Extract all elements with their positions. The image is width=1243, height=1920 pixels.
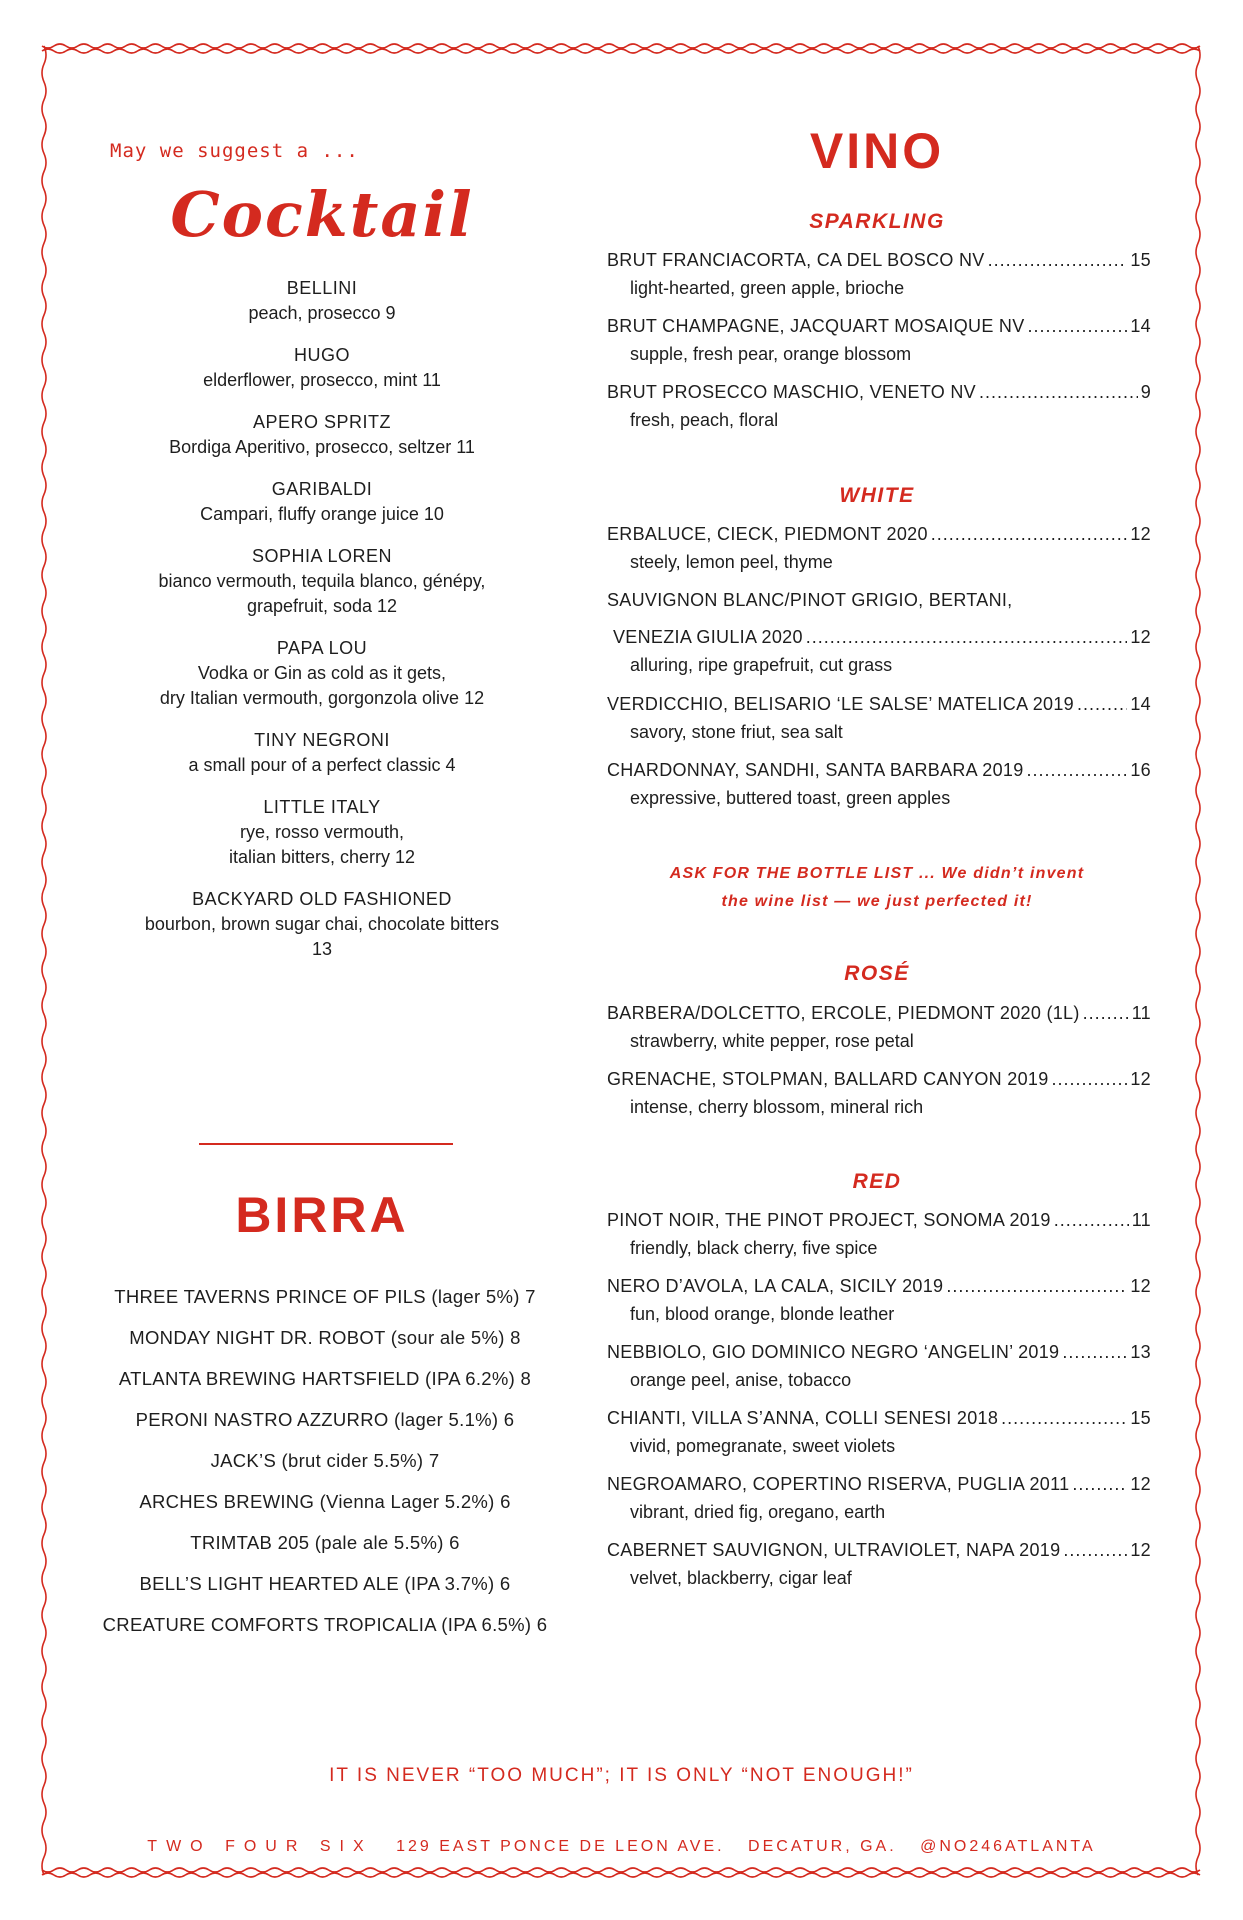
cocktail-title: Cocktail — [170, 178, 474, 251]
cocktail-desc: rye, rosso vermouth, — [239, 822, 405, 842]
cocktail-desc: Bordiga Aperitivo, prosecco, seltzer 11 — [169, 437, 475, 457]
wine-item — [607, 1208, 1151, 1261]
wine-name: BARBERA/DOLCETTO, ERCOLE, PIEDMONT 2020 (1L) — [607, 1003, 1080, 1023]
list-item: PERONI NASTRO AZZURRO (lager 5.1%) 6 — [135, 1409, 515, 1430]
wine-item — [607, 692, 1151, 745]
cocktail-desc: italian bitters, cherry 12 — [228, 847, 416, 867]
list-item — [96, 410, 548, 460]
cocktail-name: BACKYARD OLD FASHIONED — [192, 889, 452, 909]
wine-desc: vivid, pomegranate, sweet violets — [630, 1436, 896, 1456]
bottle-list-note-line1: ASK FOR THE BOTTLE LIST ... We didn’t invent — [669, 865, 1085, 882]
wine-item — [607, 1067, 1151, 1120]
wine-name: VERDICCHIO, BELISARIO ‘LE SALSE’ MATELICA 2019 — [607, 694, 1074, 714]
wine-name: NEGROAMARO, COPERTINO RISERVA, PUGLIA 2011 — [607, 1474, 1070, 1494]
cocktail-desc: 13 — [311, 939, 333, 959]
wine-name: BRUT FRANCIACORTA, CA DEL BOSCO NV — [607, 250, 985, 270]
list-item — [96, 728, 548, 778]
wine-item — [607, 758, 1151, 811]
wine-desc: alluring, ripe grapefruit, cut grass — [630, 655, 893, 675]
cocktail-intro: May we suggest a ... — [110, 140, 359, 162]
wine-item — [607, 314, 1151, 367]
wine-name: VENEZIA GIULIA 2020 — [613, 627, 803, 647]
list-item: ATLANTA BREWING HARTSFIELD (IPA 6.2%) 8 — [118, 1368, 532, 1389]
footer-address: 129 EAST PONCE DE LEON AVE. — [396, 1838, 725, 1855]
list-item — [96, 544, 548, 619]
wine-name: ERBALUCE, CIECK, PIEDMONT 2020 — [607, 524, 928, 544]
cocktail-name: BELLINI — [286, 278, 358, 298]
wine-item — [607, 248, 1151, 301]
wine-price: 15 — [1130, 1408, 1151, 1428]
cocktail-desc: bourbon, brown sugar chai, chocolate bitters — [144, 914, 500, 934]
wine-desc: savory, stone friut, sea salt — [630, 722, 843, 742]
footer-handle: @NO246ATLANTA — [920, 1838, 1096, 1855]
wine-name: CABERNET SAUVIGNON, ULTRAVIOLET, NAPA 2019 — [607, 1540, 1061, 1560]
list-item — [96, 636, 548, 711]
section-divider — [199, 1143, 453, 1145]
list-item: THREE TAVERNS PRINCE OF PILS (lager 5%) 7 — [114, 1286, 536, 1307]
cocktail-name: GARIBALDI — [271, 479, 373, 499]
cocktail-desc: Vodka or Gin as cold as it gets, — [197, 663, 447, 683]
cocktail-desc: a small pour of a perfect classic 4 — [188, 755, 456, 775]
cocktail-name: HUGO — [294, 345, 350, 365]
cocktail-desc: peach, prosecco 9 — [248, 303, 396, 323]
wine-price: 12 — [1130, 1540, 1151, 1560]
list-item: CREATURE COMFORTS TROPICALIA (IPA 6.5%) 6 — [102, 1614, 548, 1635]
wine-desc: fresh, peach, floral — [630, 410, 779, 430]
wine-desc: fun, blood orange, blonde leather — [630, 1304, 895, 1324]
footer-brand: TWO FOUR SIX — [147, 1838, 373, 1855]
wine-desc: orange peel, anise, tobacco — [630, 1370, 852, 1390]
cocktail-desc: grapefruit, soda 12 — [246, 596, 398, 616]
wine-desc: friendly, black cherry, five spice — [630, 1238, 878, 1258]
wine-name: GRENACHE, STOLPMAN, BALLARD CANYON 2019 — [607, 1069, 1049, 1089]
cocktail-desc: Campari, fluffy orange juice 10 — [200, 504, 444, 524]
footer-city: DECATUR, GA. — [748, 1838, 897, 1855]
wine-price: 12 — [1130, 524, 1151, 544]
cocktail-name: TINY NEGRONI — [254, 730, 390, 750]
wine-price: 16 — [1130, 760, 1151, 780]
list-item: JACK’S (brut cider 5.5%) 7 — [210, 1450, 440, 1471]
wine-name: PINOT NOIR, THE PINOT PROJECT, SONOMA 2019 — [607, 1210, 1051, 1230]
wine-item — [607, 522, 1151, 575]
footer — [0, 1838, 1243, 1856]
wine-price: 15 — [1130, 250, 1151, 270]
wine-desc: vibrant, dried fig, oregano, earth — [630, 1502, 886, 1522]
wine-price: 14 — [1130, 694, 1151, 714]
list-item: BELL’S LIGHT HEARTED ALE (IPA 3.7%) 6 — [139, 1573, 511, 1594]
wine-price: 12 — [1130, 1276, 1151, 1296]
bottle-list-note — [602, 860, 1152, 916]
menu-quote: IT IS NEVER “TOO MUCH”; IT IS ONLY “NOT ENOUGH!” — [329, 1765, 914, 1786]
cocktail-name: PAPA LOU — [276, 638, 368, 658]
wine-price: 11 — [1131, 1210, 1151, 1230]
cocktail-desc: dry Italian vermouth, gorgonzola olive 12 — [159, 688, 485, 708]
list-item: ARCHES BREWING (Vienna Lager 5.2%) 6 — [139, 1491, 511, 1512]
list-item: MONDAY NIGHT DR. ROBOT (sour ale 5%) 8 — [129, 1327, 521, 1348]
list-item — [96, 795, 548, 870]
wine-price: 13 — [1130, 1342, 1151, 1362]
wine-name: CHARDONNAY, SANDHI, SANTA BARBARA 2019 — [607, 760, 1024, 780]
wine-name: NEBBIOLO, GIO DOMINICO NEGRO ‘ANGELIN’ 2019 — [607, 1342, 1060, 1362]
birra-title: BIRRA — [235, 1187, 409, 1243]
section-heading-sparkling: SPARKLING — [809, 210, 945, 233]
wine-item — [607, 588, 1151, 678]
cocktail-name: SOPHIA LOREN — [251, 546, 393, 566]
wine-item — [607, 1538, 1151, 1591]
cocktail-name: LITTLE ITALY — [263, 797, 381, 817]
wine-item — [607, 1472, 1151, 1525]
cocktail-list — [96, 276, 548, 979]
wine-name: BRUT PROSECCO MASCHIO, VENETO NV — [607, 382, 976, 402]
section-heading-white: WHITE — [839, 484, 915, 507]
list-item — [96, 276, 548, 326]
wine-desc: steely, lemon peel, thyme — [630, 552, 833, 572]
list-item — [96, 477, 548, 527]
wine-item — [607, 1406, 1151, 1459]
wine-price: 12 — [1130, 627, 1151, 647]
wine-name: NERO D’AVOLA, LA CALA, SICILY 2019 — [607, 1276, 944, 1296]
wine-item — [607, 1274, 1151, 1327]
cocktail-name: APERO SPRITZ — [252, 412, 392, 432]
list-item — [96, 887, 548, 962]
wine-desc: light-hearted, green apple, brioche — [630, 278, 905, 298]
wine-desc: expressive, buttered toast, green apples — [630, 788, 951, 808]
wine-price: 9 — [1140, 382, 1151, 402]
wine-price: 12 — [1130, 1474, 1151, 1494]
wine-item — [607, 1340, 1151, 1393]
wine-desc: intense, cherry blossom, mineral rich — [630, 1097, 924, 1117]
section-heading-rose: ROSÉ — [844, 962, 910, 985]
wine-item — [607, 1001, 1151, 1054]
wine-desc: supple, fresh pear, orange blossom — [630, 344, 912, 364]
list-item — [96, 343, 548, 393]
wine-name: BRUT CHAMPAGNE, JACQUART MOSAIQUE NV — [607, 316, 1025, 336]
wine-desc: velvet, blackberry, cigar leaf — [630, 1568, 852, 1588]
vino-title: VINO — [809, 123, 945, 179]
bottle-list-note-line2: the wine list — we just perfected it! — [721, 893, 1033, 910]
wine-price: 12 — [1130, 1069, 1151, 1089]
wine-desc: strawberry, white pepper, rose petal — [630, 1031, 914, 1051]
wine-price: 14 — [1130, 316, 1151, 336]
wine-price: 11 — [1131, 1003, 1151, 1023]
beer-list — [80, 1284, 570, 1653]
cocktail-desc: bianco vermouth, tequila blanco, génépy, — [158, 571, 486, 591]
cocktail-desc: elderflower, prosecco, mint 11 — [203, 370, 441, 390]
wine-name: CHIANTI, VILLA S’ANNA, COLLI SENESI 2018 — [607, 1408, 999, 1428]
wine-item — [607, 380, 1151, 433]
section-heading-red: RED — [852, 1170, 902, 1193]
list-item: TRIMTAB 205 (pale ale 5.5%) 6 — [190, 1532, 460, 1553]
wine-name-line1: SAUVIGNON BLANC/PINOT GRIGIO, BERTANI, — [607, 590, 1013, 610]
